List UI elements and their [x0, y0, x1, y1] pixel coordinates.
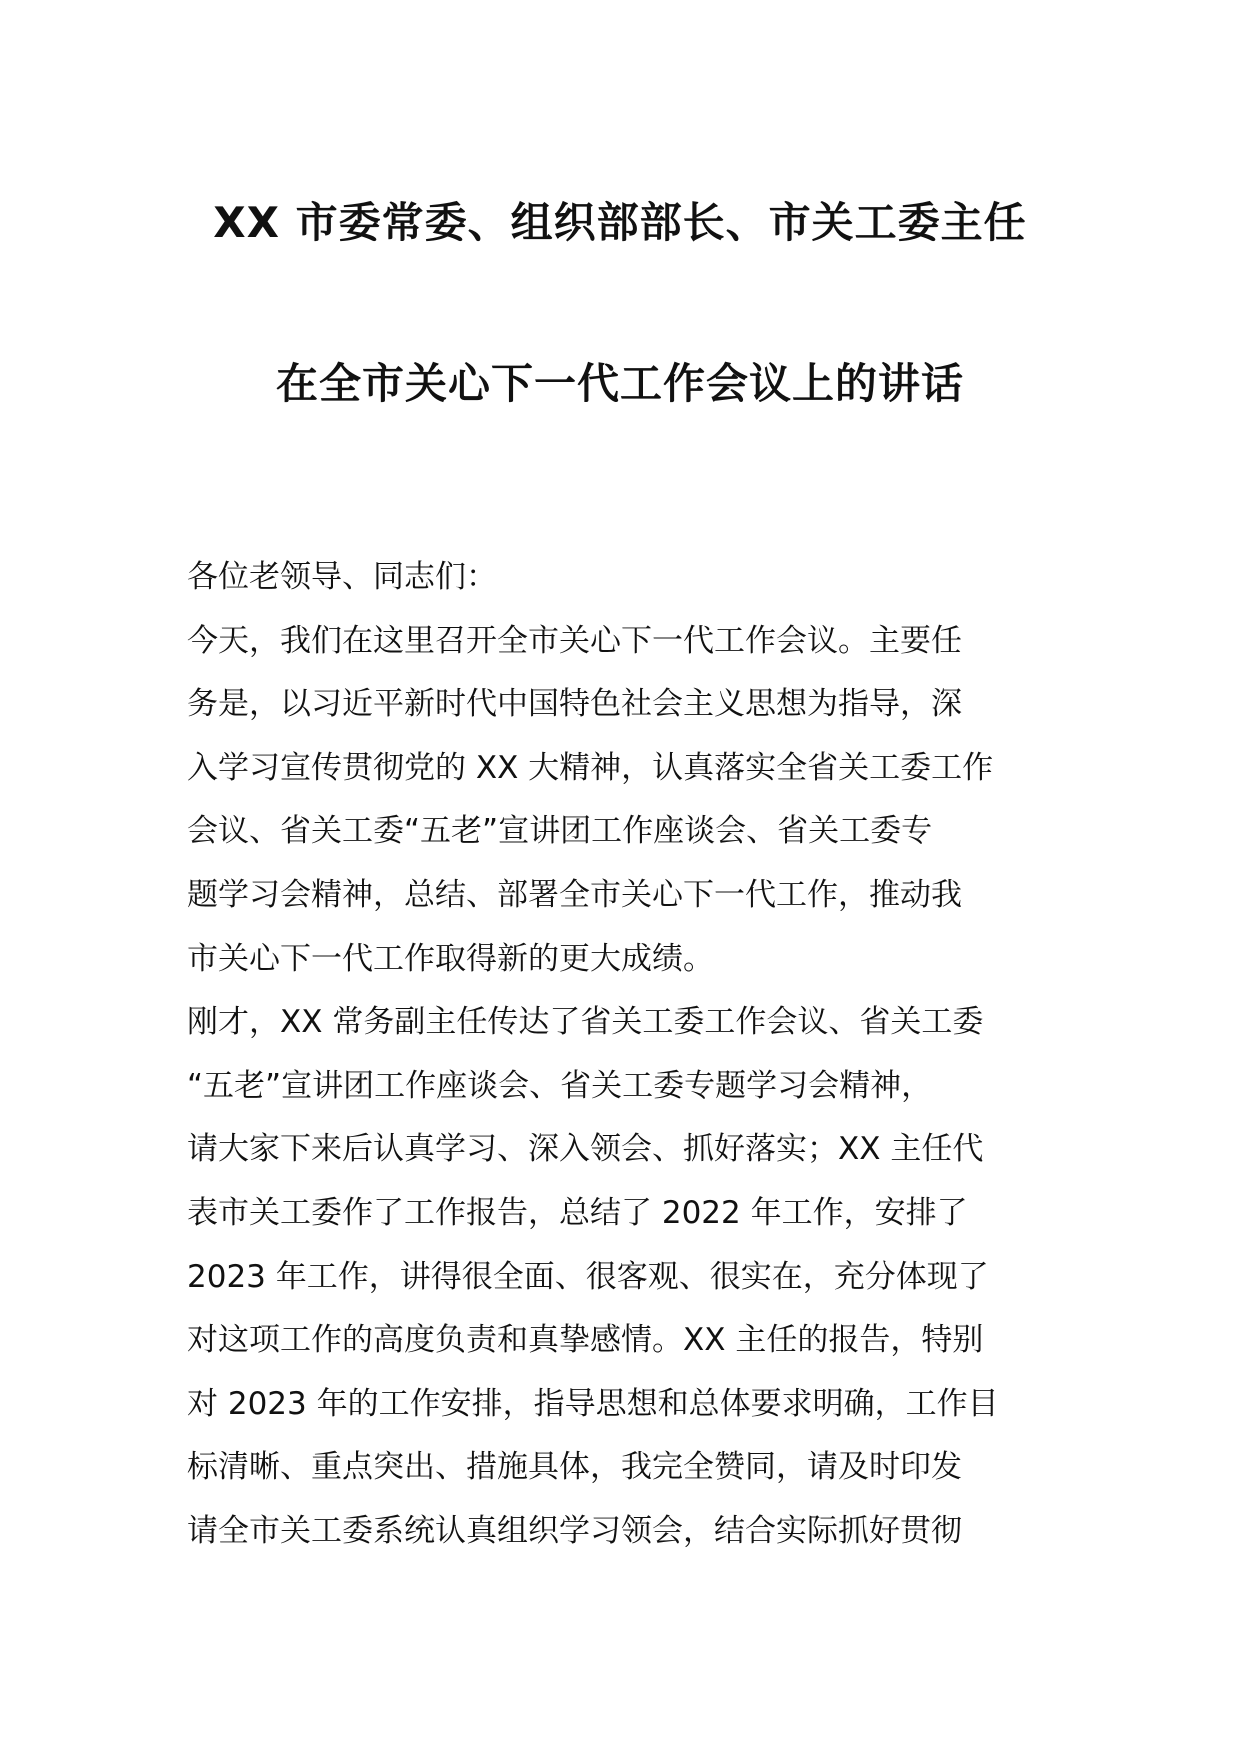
paragraph-1-line-2: 务是，以习近平新时代中国特色社会主义思想为指导，深	[187, 686, 962, 723]
title-line-1: XX 市委常委、组织部部长、市关工委主任	[213, 198, 1027, 247]
paragraph-2-line-8: 标清晰、重点突出、措施具体，我完全赞同，请及时印发	[187, 1449, 962, 1486]
title-line-2: 在全市关心下一代工作会议上的讲话	[275, 359, 964, 408]
salutation: 各位老领导、同志们：	[187, 559, 497, 595]
paragraph-1-line-5: 题学习会精神，总结、部署全市关心下一代工作，推动我	[187, 876, 962, 913]
paragraph-2-line-3: 请大家下来后认真学习、深入领会、抓好落实；XX 主任代	[187, 1131, 984, 1168]
paragraph-1-line-4: 会议、省关工委“五老”宣讲团工作座谈会、省关工委专	[187, 813, 933, 850]
paragraph-2-line-7: 对 2023 年的工作安排，指导思想和总体要求明确，工作目	[187, 1385, 999, 1422]
paragraph-1-line-6: 市关心下一代工作取得新的更大成绩。	[187, 940, 714, 977]
paragraph-2-line-5: 2023 年工作，讲得很全面、很客观、很实在，充分体现了	[187, 1258, 989, 1295]
paragraph-2-line-9: 请全市关工委系统认真组织学习领会，结合实际抓好贯彻	[187, 1512, 962, 1549]
paragraph-2-line-1: 刚才，XX 常务副主任传达了省关工委工作会议、省关工委	[187, 1004, 984, 1041]
paragraph-2-line-6: 对这项工作的高度负责和真挚感情。XX 主任的报告，特别	[187, 1322, 984, 1359]
paragraph-1-line-1: 今天，我们在这里召开全市关心下一代工作会议。主要任	[187, 622, 962, 659]
document-title	[100, 195, 1140, 412]
document-body	[187, 546, 1057, 1564]
paragraph-2-line-2: “五老”宣讲团工作座谈会、省关工委专题学习会精神，	[187, 1067, 933, 1104]
paragraph-2-line-4: 表市关工委作了工作报告，总结了 2022 年工作，安排了	[187, 1194, 968, 1231]
paragraph-1-line-3: 入学习宣传贯彻党的 XX 大精神，认真落实全省关工委工作	[187, 749, 994, 786]
